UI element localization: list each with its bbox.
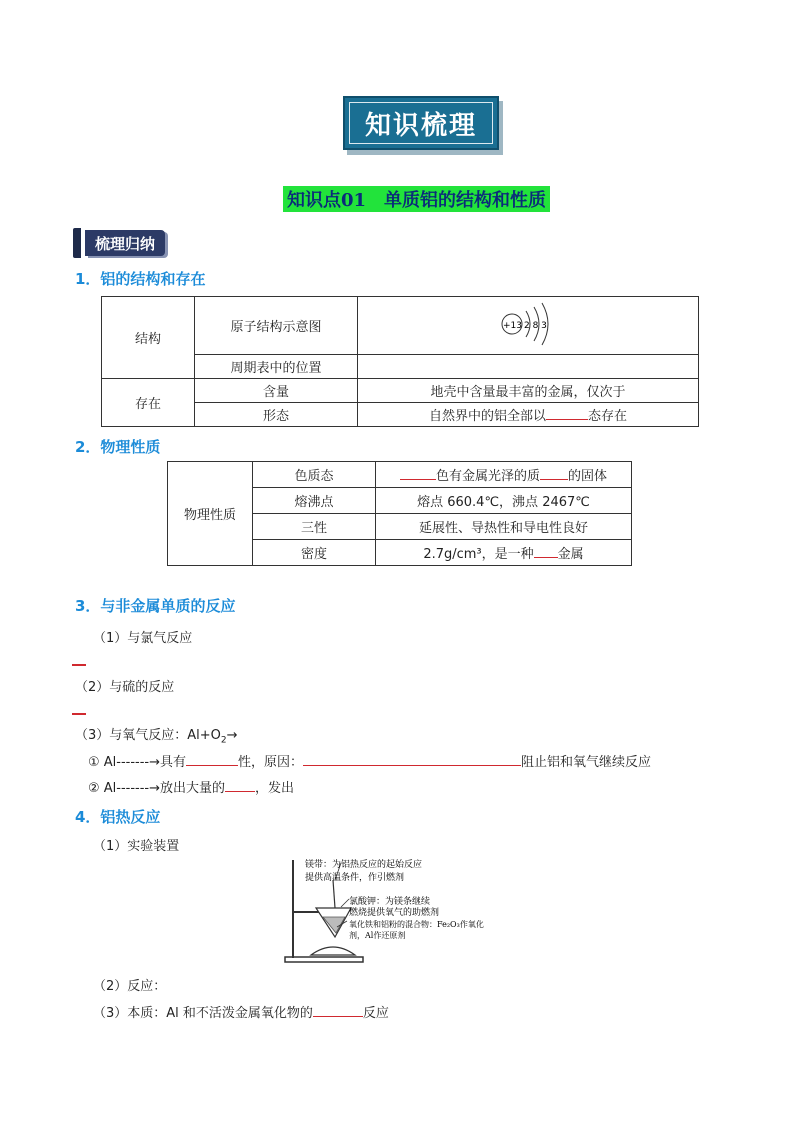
density-blank: [534, 557, 558, 558]
cell-form-label: 形态: [195, 403, 358, 427]
diagram-label-3b: 剂，Al作还原剂: [349, 931, 406, 940]
cell-content-label: 含量: [195, 379, 358, 403]
color-blank: [400, 479, 436, 480]
section-heading-1: 1．铝的结构和存在: [75, 270, 206, 288]
cell-density-value: [376, 540, 632, 566]
answer-mark-2: [72, 713, 86, 715]
summary-tag: [73, 228, 165, 258]
cell-atom-diagram: [358, 297, 699, 355]
atom-structure-diagram: [498, 299, 558, 349]
section-banner: [343, 96, 499, 150]
cell-melting-label: 熔沸点: [253, 488, 376, 514]
s3-q3: [75, 724, 238, 746]
s3-q3-sub: 2: [220, 735, 227, 746]
form-blank: [546, 419, 588, 420]
s4-q3-blank: [313, 1016, 363, 1017]
structure-table: [101, 296, 699, 427]
answer-mark-1: [72, 664, 86, 666]
cell-physical-properties: 物理性质: [168, 462, 253, 566]
tag-label: 梳理归纳: [85, 230, 165, 256]
cell-period-position-value: [358, 355, 699, 379]
cell-three-props-label: 三性: [253, 514, 376, 540]
s4-q3: [93, 1002, 389, 1021]
diagram-label-1a: 镁带：为铝热反应的起始反应: [305, 860, 423, 870]
banner-title: 知识梳理: [364, 110, 477, 141]
cell-color-state-label: 色质态: [253, 462, 376, 488]
s3-q2: （2）与硫的反应: [75, 680, 175, 695]
s3-l1-post: 阻止铝和氧气继续反应: [521, 755, 652, 770]
diagram-label-1b: 提供高温条件，作引燃剂: [305, 873, 405, 883]
s3-l2-blank: [225, 791, 255, 792]
cell-period-position-label: 周期表中的位置: [195, 355, 358, 379]
cell-content-value: 地壳中含量最丰富的金属，仅次于: [358, 379, 699, 403]
apparatus-svg: [283, 855, 533, 965]
texture-blank: [540, 479, 568, 480]
section-heading-2: 2．物理性质: [75, 438, 161, 456]
cell-structure: 结构: [102, 297, 195, 379]
section-heading-4: 4．铝热反应: [75, 808, 161, 826]
s3-l1-pre: ① Al-------→具有: [88, 755, 187, 770]
cell-form-value: [358, 403, 699, 427]
diagram-label-2b: 燃烧提供氧气的助燃剂: [349, 908, 440, 918]
density-text: 2.7g/cm³，是一种: [423, 547, 534, 562]
s3-l2-post: ，发出: [255, 781, 295, 796]
density-post: 金属: [557, 547, 584, 562]
section-heading-3: 3．与非金属单质的反应: [75, 597, 236, 615]
s3-line2: [88, 777, 294, 796]
color-text: 色有金属光泽的质: [435, 469, 540, 484]
cell-density-label: 密度: [253, 540, 376, 566]
cell-atom-diagram-label: 原子结构示意图: [195, 297, 358, 355]
physical-properties-table: [167, 461, 632, 566]
knowledge-point-title: 知识点01 单质铝的结构和性质: [283, 186, 550, 212]
diagram-label-3a: 氧化铁和铝粉的混合物：Fe₂O₃作氧化: [349, 920, 484, 929]
atom-nucleus: +13: [503, 320, 522, 331]
thermite-apparatus-diagram: [283, 855, 533, 965]
s4-q1: （1）实验装置: [93, 839, 180, 854]
s3-l2-pre: ② Al-------→放出大量的: [88, 781, 226, 796]
s4-q2: （2）反应：: [93, 979, 167, 994]
tag-bar: [73, 228, 81, 258]
s3-l1-mid: 性，原因：: [238, 755, 304, 770]
atom-shells: 2 8 3: [524, 320, 547, 331]
cell-existence: 存在: [102, 379, 195, 427]
cell-melting-value: 熔点 660.4℃，沸点 2467℃: [376, 488, 632, 514]
form-text-b: 态存在: [588, 409, 628, 424]
cell-color-state-value: [376, 462, 632, 488]
form-text-a: 自然界中的铝全部以: [428, 409, 546, 424]
cell-three-props-value: 延展性、导热性和导电性良好: [376, 514, 632, 540]
s3-l1-blank2: [303, 765, 521, 766]
s3-q3-text: （3）与氧气反应：Al+O: [75, 728, 221, 743]
s4-q3-post: 反应: [362, 1006, 389, 1021]
s3-q3-arrow: →: [226, 728, 238, 743]
diagram-label-2a: 氯酸钾：为镁条继续: [349, 897, 431, 907]
s3-l1-blank1: [186, 765, 238, 766]
s4-q3-pre: （3）本质：Al 和不活泼金属氧化物的: [93, 1006, 313, 1021]
s3-q1: （1）与氯气反应: [93, 631, 193, 646]
s3-line1: [88, 751, 651, 770]
state-text: 的固体: [568, 469, 608, 484]
